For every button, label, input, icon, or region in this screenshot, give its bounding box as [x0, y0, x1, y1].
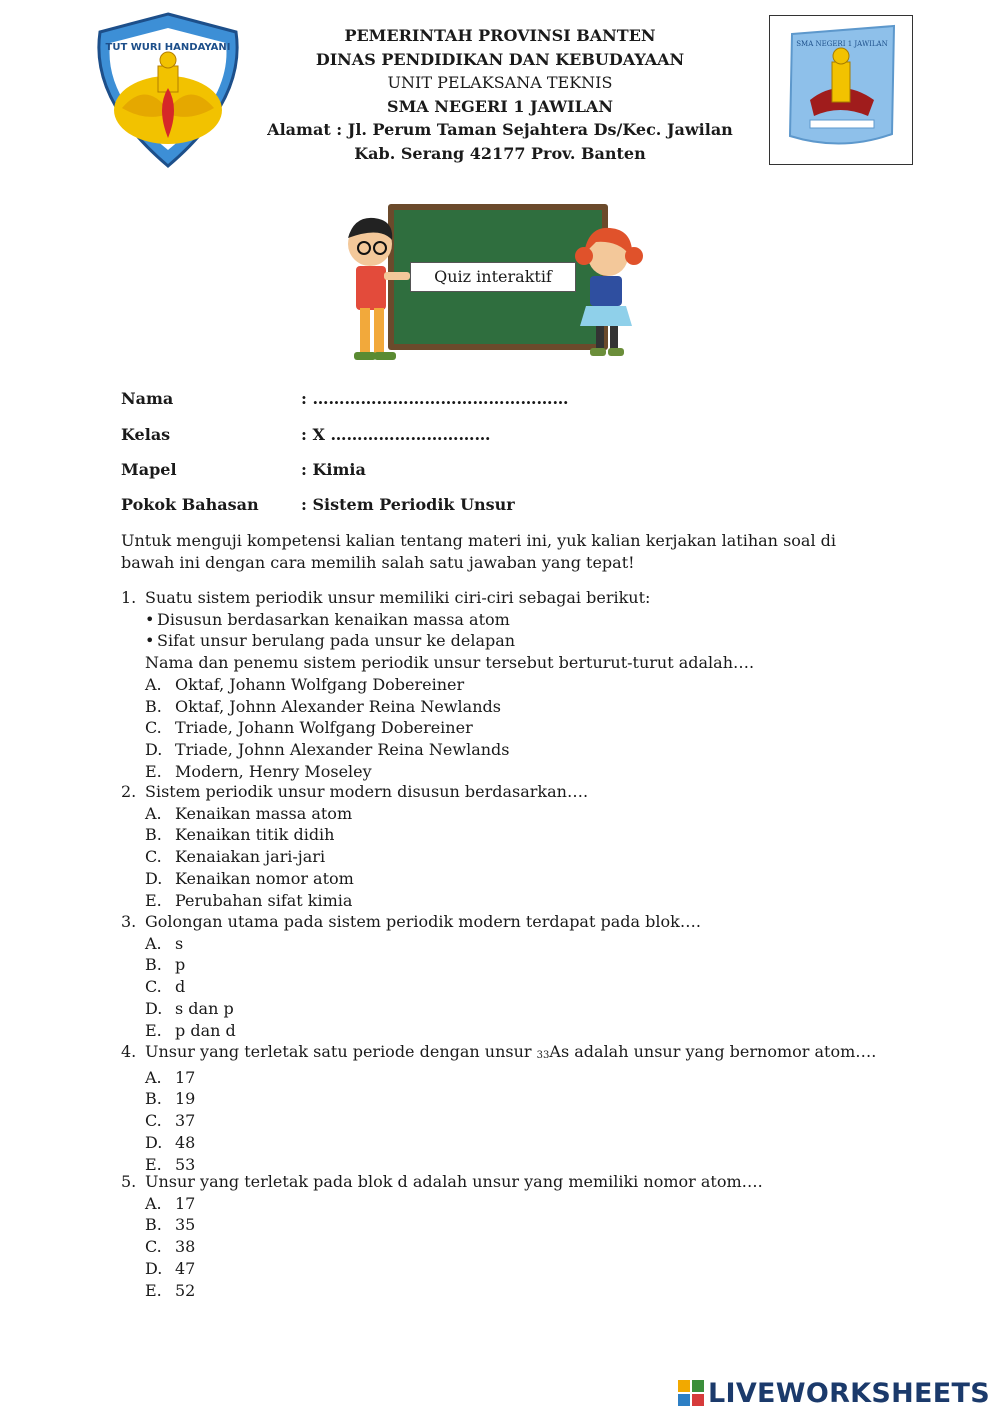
option-letter: B. — [145, 1089, 162, 1109]
pokok-bahasan-label: Pokok Bahasan — [121, 495, 259, 514]
option-e[interactable] — [145, 761, 901, 783]
option-b[interactable] — [145, 1214, 901, 1236]
option-text: p — [175, 955, 186, 975]
question-stem: Golongan utama pada sistem periodik modern terdapat pada blok…. — [145, 912, 701, 931]
option-text: 53 — [175, 1154, 196, 1174]
option-letter: B. — [145, 1215, 162, 1235]
option-c[interactable] — [145, 717, 901, 739]
option-text: Modern, Henry Moseley — [175, 761, 372, 781]
option-letter: C. — [145, 1237, 162, 1257]
list-item: • Disusun berdasarkan kenaikan massa atom — [157, 609, 901, 631]
question-5 — [121, 1171, 901, 1301]
option-letter: B. — [145, 825, 162, 845]
option-letter: D. — [145, 739, 163, 759]
atomic-number-subscript: 33 — [536, 1050, 550, 1061]
option-e[interactable] — [145, 890, 901, 912]
option-letter: B. — [145, 955, 162, 975]
question-stem — [145, 1041, 901, 1067]
option-text: Triade, Johnn Alexander Reina Newlands — [175, 739, 510, 759]
option-text: s dan p — [175, 998, 234, 1018]
option-letter: E. — [145, 890, 162, 910]
option-letter: D. — [145, 868, 163, 888]
option-letter: A. — [145, 1193, 162, 1213]
nama-row — [121, 387, 621, 411]
pokok-bahasan-row — [121, 493, 621, 517]
option-b[interactable] — [145, 954, 901, 976]
option-letter: D. — [145, 1132, 163, 1152]
option-c[interactable] — [145, 1110, 901, 1132]
option-letter: B. — [145, 696, 162, 716]
school-logo — [770, 16, 911, 163]
option-text: 17 — [175, 1067, 196, 1087]
option-a[interactable] — [145, 933, 901, 955]
school-logo-frame — [769, 15, 913, 165]
question-number: 2. — [121, 782, 137, 801]
letterhead-line-6: Kab. Serang 42177 Prov. Banten — [354, 143, 646, 163]
option-a[interactable] — [145, 674, 901, 696]
question-stem: Sistem periodik unsur modern disusun berdasarkan…. — [145, 782, 589, 801]
question-stem-2: Nama dan penemu sistem periodik unsur tersebut berturut-turut adalah…. — [145, 653, 755, 673]
option-text: 52 — [175, 1280, 196, 1300]
option-text: Oktaf, Johnn Alexander Reina Newlands — [175, 696, 501, 716]
option-e[interactable] — [145, 1020, 901, 1042]
letterhead-line-4: SMA NEGERI 1 JAWILAN — [387, 96, 613, 116]
question-number: 1. — [121, 588, 137, 607]
mapel-value: : Kimia — [301, 460, 366, 479]
question-4 — [121, 1041, 901, 1175]
option-text: 37 — [175, 1111, 196, 1131]
question-number: 4. — [121, 1042, 137, 1061]
logo-left-text: TUT WURI HANDAYANI — [105, 42, 231, 53]
question-3 — [121, 911, 901, 1041]
mapel-row — [121, 458, 621, 482]
option-b[interactable] — [145, 1088, 901, 1110]
question-stem: Unsur yang terletak pada blok d adalah unsur yang memiliki nomor atom…. — [145, 1172, 763, 1191]
option-a[interactable] — [145, 803, 901, 825]
option-a[interactable] — [145, 1193, 901, 1215]
option-d[interactable] — [145, 739, 901, 761]
option-letter: C. — [145, 847, 162, 867]
nama-label: Nama — [121, 389, 174, 408]
option-text: Kenaiakan jari-jari — [175, 847, 326, 867]
option-letter: C. — [145, 1111, 162, 1131]
option-letter: E. — [145, 1280, 162, 1300]
kelas-field[interactable]: : X ………………………… — [301, 425, 491, 444]
kelas-row — [121, 423, 621, 447]
option-text: Oktaf, Johann Wolfgang Dobereiner — [175, 674, 465, 694]
question-number: 5. — [121, 1172, 137, 1191]
question-2 — [121, 781, 901, 911]
option-d[interactable] — [145, 998, 901, 1020]
liveworksheets-brand[interactable] — [677, 1378, 990, 1408]
letterhead — [250, 24, 750, 165]
option-letter: E. — [145, 761, 162, 781]
stem-part: As adalah unsur yang bernomor atom…. — [549, 1042, 877, 1061]
kelas-label: Kelas — [121, 425, 171, 444]
question-1 — [121, 587, 901, 782]
option-letter: E. — [145, 1154, 162, 1174]
lws-grid-icon — [677, 1379, 705, 1407]
brand-text: LIVEWORKSHEETS — [707, 1377, 990, 1409]
option-d[interactable] — [145, 868, 901, 890]
option-text: Kenaikan titik didih — [175, 825, 335, 845]
mapel-label: Mapel — [121, 460, 177, 479]
option-letter: A. — [145, 933, 162, 953]
stem-part: Unsur yang terletak satu periode dengan unsur — [145, 1042, 537, 1061]
option-d[interactable] — [145, 1258, 901, 1280]
option-letter: A. — [145, 674, 162, 694]
option-text: s — [175, 933, 184, 953]
option-text: 48 — [175, 1132, 196, 1152]
question-stem: Suatu sistem periodik unsur memiliki ciri-ciri sebagai berikut: — [145, 588, 651, 607]
option-letter: D. — [145, 1258, 163, 1278]
option-c[interactable] — [145, 976, 901, 998]
option-letter: C. — [145, 977, 162, 997]
option-text: Triade, Johann Wolfgang Dobereiner — [175, 718, 473, 738]
option-text: 47 — [175, 1258, 196, 1278]
option-letter: E. — [145, 1020, 162, 1040]
option-text: 17 — [175, 1193, 196, 1213]
option-e[interactable] — [145, 1280, 901, 1302]
option-text: 38 — [175, 1237, 196, 1257]
option-text: Kenaikan nomor atom — [175, 868, 354, 888]
option-a[interactable] — [145, 1067, 901, 1089]
nama-field[interactable]: : ………………………………………… — [301, 389, 569, 408]
option-text: 19 — [175, 1089, 196, 1109]
option-letter: D. — [145, 998, 163, 1018]
option-b[interactable] — [145, 824, 901, 846]
option-text: Kenaikan massa atom — [175, 803, 353, 823]
instructions: Untuk menguji kompetensi kalian tentang materi ini, yuk kalian kerjakan latihan soal di bawah ini dengan cara memilih salah satu jawaban yang tepat! — [121, 531, 837, 572]
option-text: p dan d — [175, 1020, 236, 1040]
option-c[interactable] — [145, 1236, 901, 1258]
option-text: Perubahan sifat kimia — [175, 890, 353, 910]
pokok-bahasan-value: : Sistem Periodik Unsur — [301, 495, 515, 514]
letterhead-line-1: PEMERINTAH PROVINSI BANTEN — [344, 26, 656, 45]
option-text: d — [175, 977, 186, 997]
option-b[interactable] — [145, 696, 901, 718]
option-letter: C. — [145, 718, 162, 738]
letterhead-line-5: Alamat : Jl. Perum Taman Sejahtera Ds/Kec. Jawilan — [267, 120, 733, 139]
option-letter: A. — [145, 1067, 162, 1087]
option-d[interactable] — [145, 1132, 901, 1154]
option-letter: A. — [145, 803, 162, 823]
question-number: 3. — [121, 912, 137, 931]
option-text: 35 — [175, 1215, 196, 1235]
logo-right-text: SMA NEGERI 1 JAWILAN — [796, 40, 888, 48]
letterhead-line-3: UNIT PELAKSANA TEKNIS — [387, 73, 613, 92]
list-item: • Sifat unsur berulang pada unsur ke delapan — [157, 630, 901, 652]
letterhead-line-2: DINAS PENDIDIKAN DAN KEBUDAYAAN — [315, 49, 685, 69]
tut-wuri-handayani-logo — [86, 10, 250, 170]
option-c[interactable] — [145, 846, 901, 868]
quiz-title-label: Quiz interaktif — [410, 262, 576, 292]
